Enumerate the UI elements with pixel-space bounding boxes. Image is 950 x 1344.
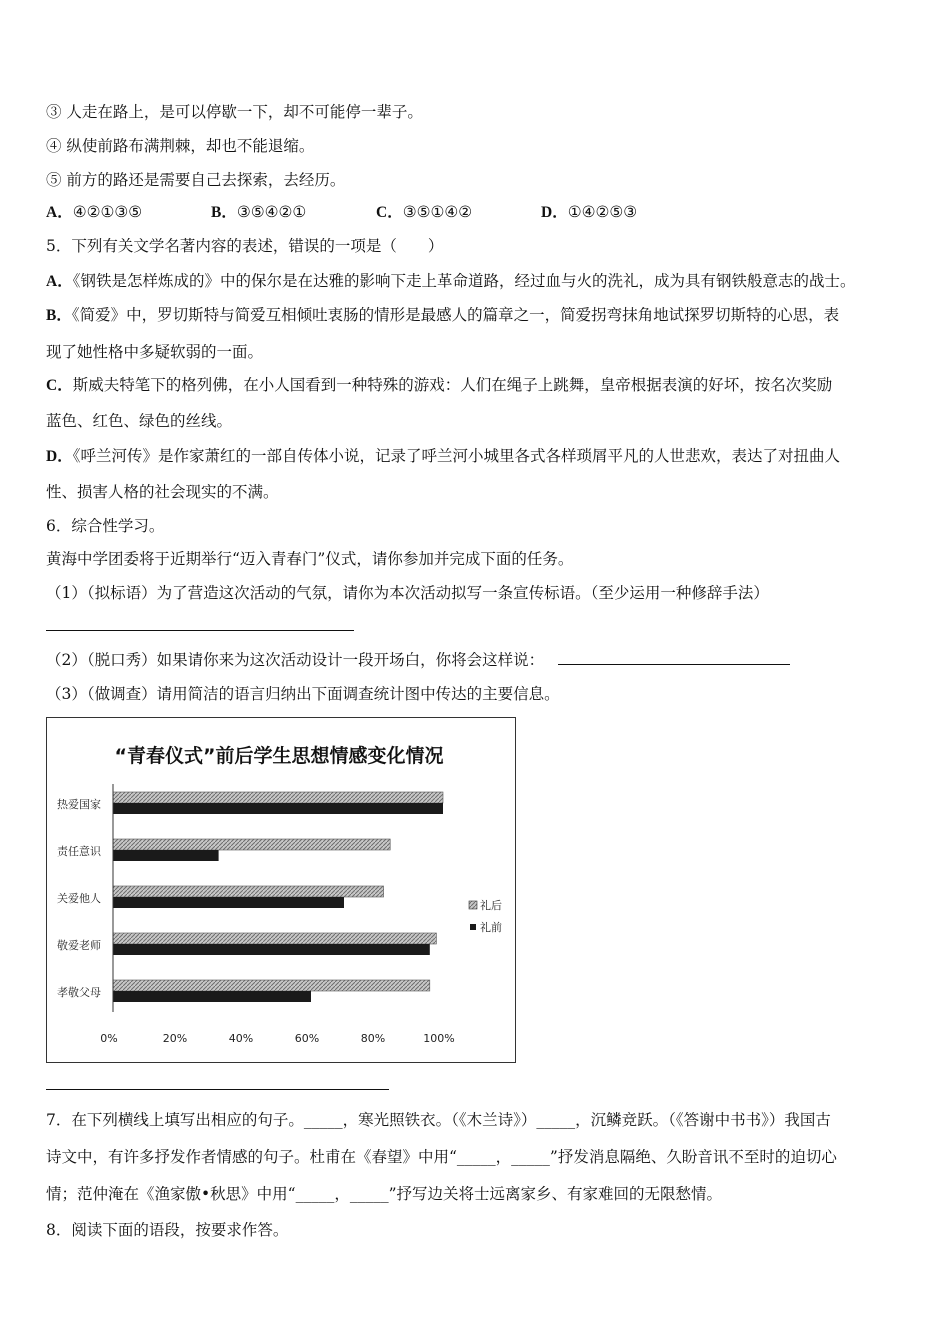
category-label: 孝敬父母 <box>57 986 101 999</box>
x-tick-label: 20% <box>162 1032 188 1045</box>
q5-option-c-cont: 蓝色、红色、绿色的丝线。 <box>46 412 233 430</box>
x-tick-label: 100% <box>423 1032 455 1045</box>
q5-option-c[interactable]: C．斯威夫特笔下的格列佛，在小人国看到一种特殊的游戏：人们在绳子上跳舞，皇帝根据表演的好坏，按名次奖励 <box>46 376 833 394</box>
category-label: 敬爱老师 <box>57 939 101 952</box>
q4-option-d[interactable]: D．①④②⑤③ <box>541 203 638 221</box>
q5-option-a[interactable]: A．《钢铁是怎样炼成的》中的保尔是在达雅的影响下走上革命道路，经过血与火的洗礼，成为具有钢铁般意志的战士。 <box>46 272 856 290</box>
q6-part-3: （3）（做调查）请用简洁的语言归纳出下面调查统计图中传达的主要信息。 <box>46 685 560 703</box>
q7-line-1: 7．在下列横线上填写出相应的句子。_____，寒光照铁衣。（《木兰诗》）_____，沉鳞竞跃。（《答谢中书书》）我国古 <box>46 1111 831 1129</box>
bar-before <box>113 850 219 861</box>
q6-part-2: （2）（脱口秀）如果请你来为这次活动设计一段开场白，你将会这样说： <box>46 650 790 670</box>
q5-option-d-cont: 性、损害人格的社会现实的不满。 <box>46 483 279 501</box>
legend-swatch-before <box>470 924 476 930</box>
survey-chart <box>46 717 516 1063</box>
q4-option-b[interactable]: B．③⑤④②① <box>211 203 307 221</box>
statement-3: ③ 人走在路上，是可以停歇一下，却不可能停一辈子。 <box>46 103 423 121</box>
q8-stem: 8．阅读下面的语段，按要求作答。 <box>46 1221 289 1239</box>
q7-line-3: 情；范仲淹在《渔家傲•秋思》中用“_____，_____”抒写边关将士远离家乡、有家难回的无限愁情。 <box>46 1185 722 1203</box>
bar-after <box>113 792 443 803</box>
statement-4: ④ 纵使前路布满荆棘，却也不能退缩。 <box>46 137 315 155</box>
q4-option-c[interactable]: C．③⑤①④② <box>376 203 473 221</box>
statement-5: ⑤ 前方的路还是需要自己去探索，去经历。 <box>46 171 346 189</box>
category-label: 关爱他人 <box>57 892 101 905</box>
legend-label-after: 礼后 <box>480 899 502 912</box>
q6-intro: 黄海中学团委将于近期举行“迈入青春门”仪式，请你参加并完成下面的任务。 <box>46 550 574 568</box>
bar-before <box>113 897 344 908</box>
q4-options <box>46 202 706 223</box>
x-tick-label: 40% <box>228 1032 254 1045</box>
q4-option-a[interactable]: A．④②①③⑤ <box>46 203 143 221</box>
bar-after <box>113 933 436 944</box>
legend-swatch-after <box>469 901 477 909</box>
bar-after <box>113 980 430 991</box>
answer-line-1[interactable] <box>46 630 354 631</box>
bar-before <box>113 944 430 955</box>
q6-stem: 6．综合性学习。 <box>46 517 165 535</box>
bar-after <box>113 839 390 850</box>
category-label: 热爱国家 <box>57 798 101 811</box>
bar-after <box>113 886 384 897</box>
chart-title: “青春仪式”前后学生思想情感变化情况 <box>114 745 444 767</box>
q5-option-b-cont: 现了她性格中多疑软弱的一面。 <box>46 343 264 361</box>
q5-option-d[interactable]: D．《呼兰河传》是作家萧红的一部自传体小说，记录了呼兰河小城里各式各样琐屑平凡的人世悲欢，表达了对扭曲人 <box>46 447 840 465</box>
bar-before <box>113 991 311 1002</box>
x-tick-label: 60% <box>294 1032 320 1045</box>
legend-label-before: 礼前 <box>480 921 502 934</box>
answer-line-2[interactable] <box>558 650 790 665</box>
q7-line-2: 诗文中，有许多抒发作者情感的句子。杜甫在《春望》中用“_____，_____”抒发消息隔绝、久盼音讯不至时的迫切心 <box>46 1148 837 1166</box>
q5-option-b[interactable]: B．《简爱》中，罗切斯特与简爱互相倾吐衷肠的情形是最感人的篇章之一，简爱拐弯抹角地试探罗切斯特的心思，表 <box>46 306 840 324</box>
q5-stem: 5．下列有关文学名著内容的表述，错误的一项是（ ） <box>46 237 444 255</box>
category-label: 责任意识 <box>57 845 101 858</box>
x-tick-label: 0% <box>100 1032 118 1045</box>
q6-part-1: （1）（拟标语）为了营造这次活动的气氛，请你为本次活动拟写一条宣传标语。（至少运用一种修辞手法） <box>46 584 769 602</box>
x-tick-label: 80% <box>360 1032 386 1045</box>
bar-before <box>113 803 443 814</box>
chart-canvas <box>47 718 515 1062</box>
answer-line-3[interactable] <box>46 1089 389 1090</box>
